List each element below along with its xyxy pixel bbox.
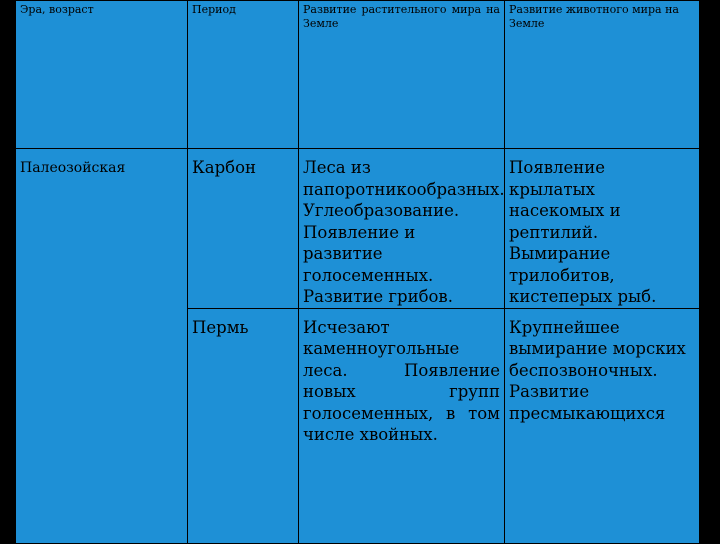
- table-header-row: [16, 1, 700, 149]
- header-cell-animals: [505, 1, 700, 149]
- header-cell-era: [16, 1, 188, 149]
- plants-text: Исчезают каменноугольные леса. Появление новых групп голосеменных, в том числе хвойных.: [303, 317, 500, 444]
- header-animals-label: Развитие животного мира на Земле: [509, 3, 679, 30]
- era-name: Палеозойская: [20, 160, 126, 176]
- period-cell: [188, 308, 299, 543]
- header-era-label: Эра, возраст: [20, 3, 94, 16]
- animals-cell: [505, 149, 700, 309]
- header-cell-plants: [299, 1, 505, 149]
- geologic-eras-table: [15, 0, 700, 544]
- header-period-label: Период: [192, 3, 236, 16]
- plants-cell: [299, 149, 505, 309]
- animals-cell: [505, 308, 700, 543]
- plants-text: Леса из папоротникообразных. Углеобразование. Появление и развитие голосеменных. Развитие грибов.: [303, 158, 505, 306]
- header-cell-period: [188, 1, 299, 149]
- period-name: Пермь: [192, 317, 249, 337]
- animals-text: Появление крылатых насекомых и рептилий. Вымирание трилобитов, кистеперых рыб.: [509, 158, 657, 306]
- animals-text: Крупнейшее вымирание морских беспозвоночных. Развитие пресмыкающихся: [509, 317, 686, 423]
- era-cell: [16, 149, 188, 544]
- plants-cell: [299, 308, 505, 543]
- period-name: Карбон: [192, 158, 257, 177]
- header-plants-label: Развитие растительного мира на Земле: [303, 3, 500, 30]
- table-row: [16, 149, 700, 309]
- period-cell: [188, 149, 299, 309]
